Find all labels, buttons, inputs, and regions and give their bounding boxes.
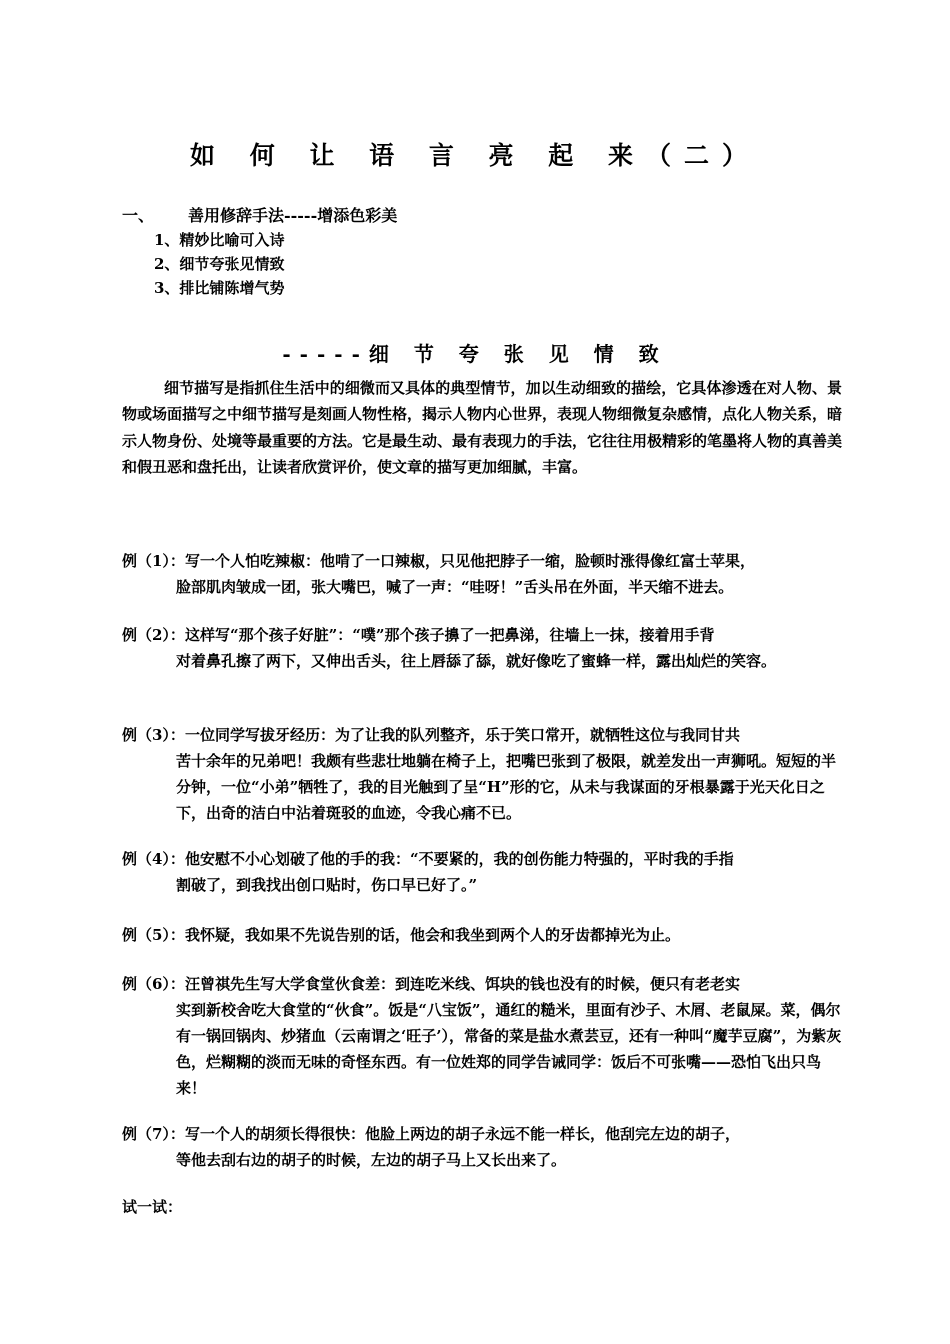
example-continuation: 苦十余年的兄弟吧！我颇有些悲壮地躺在椅子上，把嘴巴张到了极限，就差发出一声狮吼。短短的半分钟，一位“小弟”牺牲了，我的目光触到了呈“H”形的它，从未与我谋面的牙根暴露于光天化日之下，出奇的洁白中沾着斑驳的血迹，令我心痛不已。 [176,752,837,822]
example-7 [122,1121,842,1173]
example-5 [122,922,842,948]
sub-item-3: 3、排比铺陈增气势 [154,279,285,297]
page-title: 如 何 让 语 言 亮 起 来（二） [190,141,760,170]
example-label: 例（2）： [122,626,185,644]
sub-item-2: 2、细节夸张见情致 [154,255,285,273]
example-2 [122,622,842,674]
example-continuation: 对着鼻孔擦了两下，又伸出舌头，往上唇舔了舔，就好像吃了蜜蜂一样，露出灿烂的笑容。 [176,652,777,670]
example-4 [122,846,842,898]
example-continuation: 脸部肌肉皱成一团，张大嘴巴，喊了一声：“哇呀！”舌头吊在外面，半天缩不进去。 [176,578,734,596]
example-text: 一位同学写拔牙经历：为了让我的队列整齐，乐于笑口常开，就牺牲这位与我同甘共 [184,726,740,744]
example-1 [122,548,842,600]
example-label: 例（3）： [122,726,185,744]
section-heading-text: 善用修辞手法-----增添色彩美 [188,206,398,225]
example-continuation: 等他去刮右边的胡子的时候，左边的胡子马上又长出来了。 [176,1151,567,1169]
example-text: 写一个人的胡须长得很快：他脸上两边的胡子永远不能一样长，他刮完左边的胡子， [184,1125,740,1143]
example-3 [122,722,842,826]
example-continuation: 割破了，到我找出创口贴时，伤口早已好了。” [176,876,478,894]
example-label: 例（7）： [122,1125,185,1143]
example-label: 例（4）： [122,850,185,868]
example-text: 汪曾祺先生写大学食堂伙食差：到连吃米线、饵块的钱也没有的时候，便只有老老实 [184,975,740,993]
section-number: 一、 [122,206,155,225]
section-heading [122,203,397,226]
example-label: 例（1）： [122,552,185,570]
sub-item-1: 1、精妙比喻可入诗 [154,231,285,249]
example-continuation: 实到新校舍吃大食堂的“伙食”。饭是“八宝饭”，通红的糙米，里面有沙子、木屑、老鼠屎。菜，偶尔有一锅回锅肉、炒猪血（云南谓之‘旺子’），常备的菜是盐水煮芸豆，还有一种叫“魔芋豆腐”，为紫灰色，烂糊糊的淡而无味的奇怪东西。有一位姓郑的同学告诫同学：饭后不可张嘴——恐怕飞出只鸟来！ [176,1001,842,1097]
try-it-label: 试一试： [122,1198,183,1216]
intro-paragraph: 细节描写是指抓住生活中的细微而又具体的典型情节，加以生动细致的描绘，它具体渗透在对人物、景物或场面描写之中细节描写是刻画人物性格，揭示人物内心世界，表现人物细微复杂感情，点化人物关系，暗示人物身份、处境等最重要的方法。它是最生动、最有表现力的手法，它往往用极精彩的笔墨将人物的真善美和假丑恶和盘托出，让读者欣赏评价，使文章的描写更加细腻，丰富。 [122,379,843,477]
example-6 [122,971,842,1101]
example-text: 他安慰不小心划破了他的手的我：“不要紧的，我的创伤能力特强的，平时我的手指 [184,850,734,868]
section-subtitle: -----细 节 夸 张 见 情 致 [282,342,668,366]
example-label: 例（6）： [122,975,185,993]
example-label: 例（5）： [122,926,185,944]
example-text: 这样写“那个孩子好脏”：“噗”那个孩子擤了一把鼻涕，往墙上一抹，接着用手背 [184,626,715,644]
example-text: 我怀疑，我如果不先说告别的话，他会和我坐到两个人的牙齿都掉光为止。 [184,926,680,944]
example-text: 写一个人怕吃辣椒：他啃了一口辣椒，只见他把脖子一缩，脸顿时涨得像红富士苹果， [184,552,755,570]
